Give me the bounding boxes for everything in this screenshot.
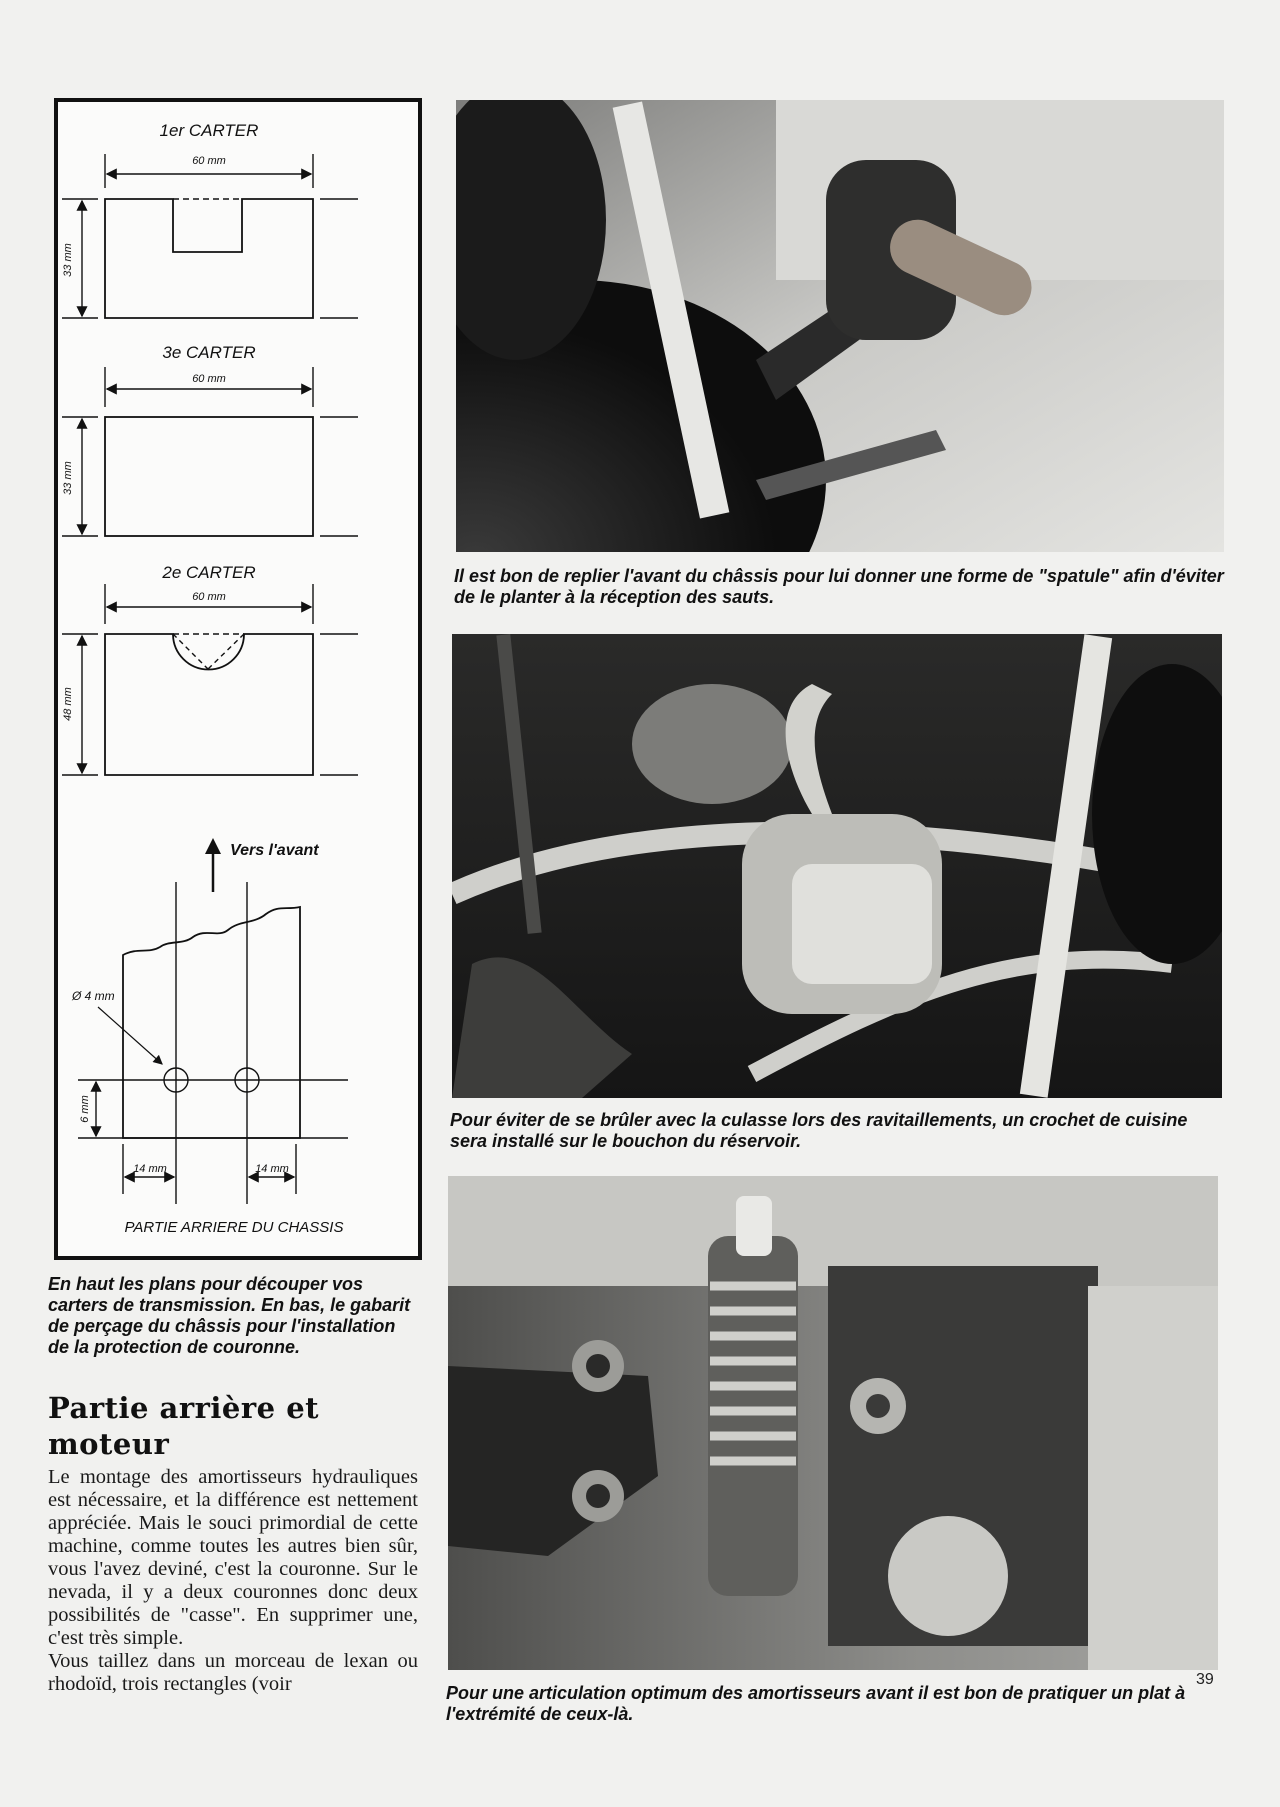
photo-shock-absorber <box>448 1176 1218 1670</box>
carter2-height: 48 mm <box>62 687 74 721</box>
photo-fuel-tank-hook <box>452 634 1222 1098</box>
carter2-width: 60 mm <box>192 591 226 603</box>
carter3-width: 60 mm <box>192 373 226 385</box>
diagram-drawing <box>58 102 418 1256</box>
arrow-up-icon <box>205 838 221 854</box>
photo-chassis-front <box>456 100 1224 552</box>
carter1-width: 60 mm <box>192 155 226 167</box>
spacing-right-label: 14 mm <box>255 1163 289 1175</box>
section-heading: Partie arrière et moteur <box>48 1391 320 1461</box>
hole-diameter-label: Ø 4 mm <box>72 989 115 1003</box>
carter1-height: 33 mm <box>62 243 74 277</box>
paragraph: Vous taillez dans un morceau de lexan ou rhodoïd, trois rectangles (voir <box>48 1650 418 1695</box>
photo3-caption: Pour une articulation optimum des amortisseurs avant il est bon de pratiquer un plat à l'extrémité de ceux-là. <box>446 1683 1186 1724</box>
hole-offset-label: 6 mm <box>79 1095 91 1123</box>
article-body <box>48 1466 418 1696</box>
carter3-height: 33 mm <box>62 461 74 495</box>
technical-diagram <box>54 98 422 1260</box>
chassis-title: PARTIE ARRIERE DU CHASSIS <box>124 1219 344 1236</box>
diagram-caption: En haut les plans pour découper vos carters de transmission. En bas, le gabarit de perçage du châssis pour l'installation de la protection de couronne. <box>48 1274 411 1357</box>
paragraph: Le montage des amortisseurs hydrauliques est nécessaire, et la différence est nettement appréciée. Mais le souci primordial de cette machine, comme toutes les autres bien sûr, vous l'avez deviné, c'est la couronne. Sur le nevada, il y a deux couronnes donc deux possibilités de "casse". En supprimer une, c'est très simple. <box>48 1466 418 1649</box>
carter2-title: 2e CARTER <box>162 563 256 582</box>
carter1-title: 1er CARTER <box>159 121 259 140</box>
photo1-caption: Il est bon de replier l'avant du châssis pour lui donner une forme de "spatule" afin d'éviter de le planter à la réception des sauts. <box>454 566 1224 607</box>
carter3-title: 3e CARTER <box>162 343 256 362</box>
direction-label: Vers l'avant <box>230 842 319 859</box>
photo2-caption: Pour éviter de se brûler avec la culasse lors des ravitaillements, un crochet de cuisine sera installé sur le bouchon du réservoir. <box>450 1110 1188 1151</box>
spacing-left-label: 14 mm <box>133 1163 167 1175</box>
page-number: 39 <box>1196 1671 1214 1688</box>
